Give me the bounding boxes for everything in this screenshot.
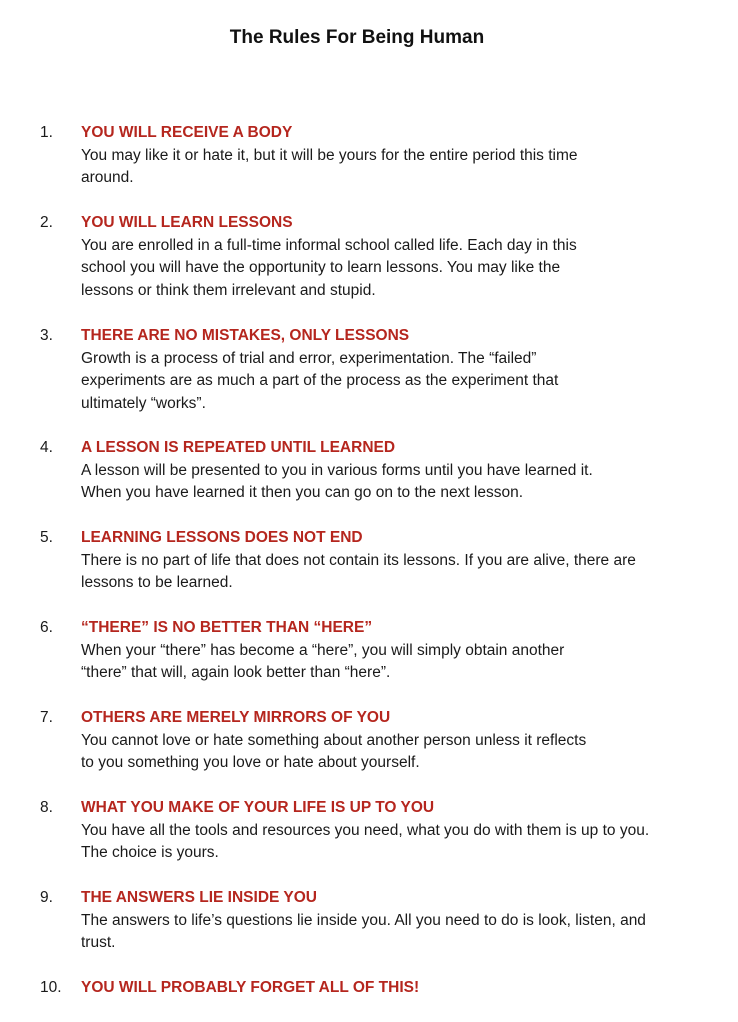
rule-heading: A LESSON IS REPEATED UNTIL LEARNED	[81, 439, 396, 456]
rule-heading: YOU WILL PROBABLY FORGET ALL OF THIS!	[81, 979, 420, 996]
rule-description-line: You have all the tools and resources you need, what you do with them is up to you.	[81, 821, 650, 839]
rule-description-line: “there” that will, again look better than “here”.	[81, 664, 391, 681]
rule-description-line: trust.	[81, 934, 116, 951]
rule-description-line: When you have learned it then you can go on to the next lesson.	[81, 484, 524, 501]
rule-number: 2.	[40, 214, 53, 231]
rule-number: 5.	[40, 529, 53, 546]
rule-content	[81, 212, 701, 302]
rule-heading: YOU WILL RECEIVE A BODY	[81, 124, 293, 141]
rule-description-line: When your “there” has become a “here”, you will simply obtain another	[81, 641, 565, 659]
rule-description-line: around.	[81, 169, 134, 186]
rule-content	[81, 977, 701, 1000]
rule-heading: OTHERS ARE MERELY MIRRORS OF YOU	[81, 709, 391, 726]
rule-description-line: lessons to be learned.	[81, 574, 233, 591]
rule-description-line: The choice is yours.	[81, 844, 219, 861]
rule-description-line: Growth is a process of trial and error, experimentation. The “failed”	[81, 349, 537, 367]
rule-content	[81, 797, 701, 865]
rule-number: 9.	[40, 889, 53, 906]
rule-heading: YOU WILL LEARN LESSONS	[81, 214, 293, 231]
rule-number: 7.	[40, 709, 53, 726]
rule-content	[81, 437, 701, 505]
rule-content	[81, 617, 701, 685]
rule-content	[81, 527, 701, 595]
rule-description-line: school you will have the opportunity to learn lessons. You may like the	[81, 259, 561, 276]
rule-heading: THERE ARE NO MISTAKES, ONLY LESSONS	[81, 327, 410, 344]
rule-description-line: There is no part of life that does not contain its lessons. If you are alive, there are	[81, 551, 636, 569]
rule-number: 10.	[40, 979, 62, 996]
rule-content	[81, 325, 701, 415]
rule-number: 3.	[40, 327, 53, 344]
rule-description-line: experiments are as much a part of the process as the experiment that	[81, 372, 559, 389]
rule-number: 8.	[40, 799, 53, 816]
rule-number: 4.	[40, 439, 53, 456]
rule-description-line: to you something you love or hate about yourself.	[81, 754, 420, 771]
rule-heading: “THERE” IS NO BETTER THAN “HERE”	[81, 619, 373, 636]
rule-description-line: ultimately “works”.	[81, 394, 206, 412]
rule-description-line: You cannot love or hate something about another person unless it reflects	[81, 731, 587, 749]
rule-heading: THE ANSWERS LIE INSIDE YOU	[81, 889, 317, 906]
rule-description-line: You may like it or hate it, but it will be yours for the entire period this time	[81, 146, 578, 164]
rule-content	[81, 707, 701, 775]
rule-heading: LEARNING LESSONS DOES NOT END	[81, 529, 363, 546]
rule-number: 6.	[40, 619, 53, 636]
rule-heading: WHAT YOU MAKE OF YOUR LIFE IS UP TO YOU	[81, 799, 435, 816]
rule-description-line: lessons or think them irrelevant and stupid.	[81, 281, 376, 299]
rule-description-line: You are enrolled in a full-time informal school called life. Each day in this	[81, 236, 577, 254]
page-title: The Rules For Being Human	[229, 27, 485, 48]
rule-content	[81, 887, 701, 955]
rule-number: 1.	[40, 124, 53, 141]
rule-description-line: The answers to life’s questions lie inside you. All you need to do is look, listen, and	[81, 911, 646, 929]
rule-content	[81, 122, 701, 190]
rule-description-line: A lesson will be presented to you in various forms until you have learned it.	[81, 461, 593, 479]
